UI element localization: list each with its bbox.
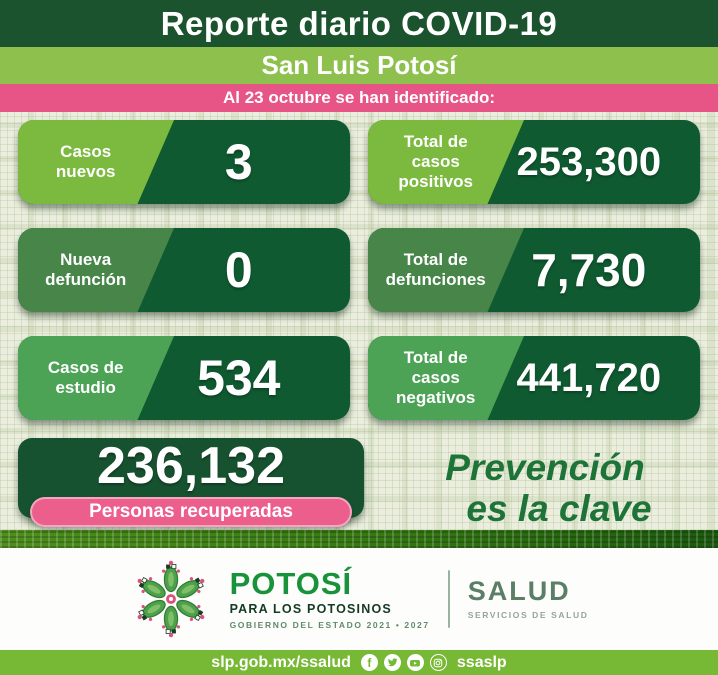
date-banner-text: Al 23 octubre se han identificado: bbox=[222, 88, 496, 107]
stat-label: Total de casos positivos bbox=[398, 131, 473, 192]
date-banner bbox=[0, 84, 718, 112]
prevention-message-line2: es la clave bbox=[466, 488, 652, 529]
stat-label: Casos nuevos bbox=[55, 141, 116, 181]
salud-logo-title: SALUD bbox=[467, 576, 571, 607]
stat-box-total-defunciones bbox=[368, 228, 700, 312]
stat-box-nueva-defuncion bbox=[18, 228, 350, 312]
stat-box-casos-estudio bbox=[18, 336, 350, 420]
instagram-icon[interactable] bbox=[430, 654, 447, 671]
website-url[interactable]: slp.gob.mx/ssalud bbox=[211, 653, 351, 671]
youtube-icon[interactable] bbox=[407, 654, 424, 671]
recovered-box bbox=[18, 437, 364, 522]
prevention-message-line1: Prevención bbox=[445, 446, 645, 488]
recovered-count: 236,132 bbox=[97, 437, 285, 495]
potosi-logo-caption: GOBIERNO DEL ESTADO 2021 • 2027 bbox=[229, 619, 430, 630]
potosi-logo-title: POTOSÍ bbox=[229, 566, 353, 602]
potosi-logo bbox=[230, 568, 430, 630]
stat-box-total-positivos bbox=[368, 120, 700, 204]
stat-value: 3 bbox=[224, 134, 253, 190]
stat-box-casos-nuevos bbox=[18, 120, 350, 204]
logos-footer bbox=[0, 548, 718, 650]
stat-value: 534 bbox=[197, 350, 281, 406]
contact-bar bbox=[0, 650, 718, 675]
stat-value: 253,300 bbox=[516, 139, 662, 184]
report-header bbox=[0, 0, 718, 47]
potosi-emblem-icon bbox=[130, 558, 212, 640]
facebook-icon[interactable]: f bbox=[361, 654, 378, 671]
stat-box-total-negativos bbox=[368, 336, 700, 420]
logo-divider bbox=[448, 570, 450, 628]
twitter-icon[interactable] bbox=[384, 654, 401, 671]
page-title: Reporte diario COVID-19 bbox=[160, 4, 558, 42]
recovered-label: Personas recuperadas bbox=[89, 501, 293, 522]
recovered-label-pill bbox=[30, 497, 352, 527]
salud-logo bbox=[468, 577, 589, 620]
stat-value: 0 bbox=[224, 242, 253, 298]
stats-area bbox=[0, 112, 718, 530]
stat-label: Casos de estudio bbox=[47, 357, 124, 397]
stat-label: Total de casos negativos bbox=[396, 347, 476, 408]
stat-value: 7,730 bbox=[531, 244, 647, 296]
state-banner bbox=[0, 47, 718, 84]
stat-label: Nueva defunción bbox=[45, 249, 127, 289]
stat-value: 441,720 bbox=[516, 355, 662, 400]
prevention-message bbox=[380, 442, 710, 534]
state-name: San Luis Potosí bbox=[261, 50, 457, 80]
stat-label: Total de defunciones bbox=[385, 249, 486, 289]
social-icons-row bbox=[361, 654, 447, 671]
potosi-logo-subtitle: PARA LOS POTOSINOS bbox=[229, 601, 392, 616]
social-handle[interactable]: ssaslp bbox=[456, 653, 507, 671]
salud-logo-subtitle: SERVICIOS DE SALUD bbox=[467, 610, 589, 621]
